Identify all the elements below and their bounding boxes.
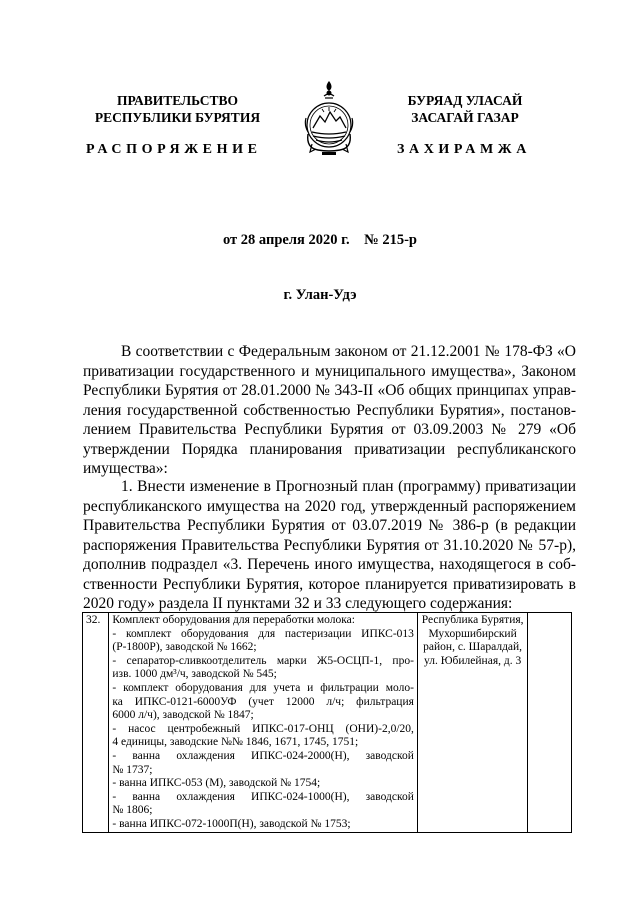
description-line: Комплект оборудования для переработки молока: [112, 614, 355, 626]
preamble-line: ления государственной собственностью Республики Бурятия», постанов- [83, 401, 576, 419]
preamble-paragraph [83, 342, 576, 479]
order-clause-paragraph [83, 477, 576, 614]
government-name-buryat-line2: ЗАСАГАЙ ГАЗАР [411, 110, 519, 125]
privatization-table [82, 612, 572, 833]
clause-line: 1. Внести изменение в Прогнозный план (программу) приватизации [121, 478, 576, 495]
description-line: 4 единицы, заводские №№ 1846, 1671, 1745, 1751; [112, 736, 359, 749]
address-line: Мухоршибирский [428, 627, 517, 640]
government-name-line1: ПРАВИТЕЛЬСТВО [116, 93, 238, 108]
table-row [83, 613, 572, 833]
preamble-line: В соответствии с Федеральным законом от 21.12.2001 № 178-ФЗ «О [121, 343, 576, 360]
address-line: район, с. Шаралдай, [423, 641, 523, 654]
description-line: - сепаратор-сливкоотделитель марки Ж5-ОСЦП-1, про- [112, 654, 414, 667]
government-name-buryat-line1: БУРЯАД УЛАСАЙ [407, 93, 523, 108]
description-line: № 1806; [112, 804, 153, 817]
description-line: - ванна охлаждения ИПКС-024-2000(Н), заводской [112, 749, 414, 762]
document-date-number: от 28 апреля 2020 г. № 215-р [223, 232, 417, 248]
coat-of-arms-icon [300, 78, 358, 160]
clause-line: ственности Республики Бурятия, которое планируется приватизировать в [83, 575, 576, 593]
document-city: г. Улан-Удэ [283, 287, 357, 303]
preamble-line: приватизации государственного и муниципального имущества», Законом [83, 362, 576, 380]
document-type-buryat: ЗАХИРАМЖА [397, 142, 531, 157]
clause-line: распоряжения Правительства Республики Бурятия от 31.10.2020 № 57-р), [83, 536, 576, 554]
description-line: № 1737; [112, 763, 153, 776]
preamble-line: Республики Бурятия от 28.01.2000 № 343-II «Об общих принципах управ- [83, 382, 576, 399]
equipment-description-cell [109, 613, 418, 833]
address-cell [417, 613, 527, 833]
government-name-buryat [370, 92, 560, 126]
row-number-cell: 32. [83, 613, 109, 833]
document-type-russian: РАСПОРЯЖЕНИЕ [86, 142, 262, 157]
description-line: ка ИПКС-0121-6000УФ (учет 12000 л/ч; фильтрация [112, 695, 414, 708]
preamble-line: лением Правительства Республики Бурятия от 03.09.2003 № 279 «Об [83, 421, 576, 438]
description-line: - комплект оборудования для пастеризации ИПКС-013 [112, 627, 414, 640]
description-line: - ванна ИПКС-053 (М), заводской № 1754; [112, 777, 321, 790]
empty-cell [528, 613, 572, 833]
description-line: 6000 л/ч), заводской № 1847; [112, 709, 254, 722]
description-line: изв. 1000 дм³/ч, заводской № 545; [112, 668, 277, 681]
description-line: - ванна охлаждения ИПКС-024-1000(Н), заводской [112, 790, 414, 803]
preamble-line: утверждении Порядка планирования приватизации республиканского [83, 440, 576, 458]
description-line: - комплект оборудования для учета и фильтрации моло- [112, 681, 414, 694]
description-line: (Р-1800Р), заводской № 1662; [112, 641, 257, 654]
clause-line: дополнив подраздел «3. Перечень иного имущества, находящегося в соб- [83, 556, 576, 573]
preamble-line: имущества»: [83, 460, 168, 477]
address-line: ул. Юбилейная, д. 3 [424, 654, 522, 667]
government-name-line2: РЕСПУБЛИКИ БУРЯТИЯ [94, 110, 261, 125]
clause-line: 2020 году» раздела II пунктами 32 и 33 следующего содержания: [83, 595, 513, 612]
government-name-russian [80, 92, 275, 126]
clause-line: республиканского имущества на 2020 год, утвержденный распоряжением [83, 497, 576, 515]
address-line: Республика Бурятия, [421, 614, 524, 626]
clause-line: Правительства Республики Бурятия от 03.07.2019 № 386-р (в редакции [83, 517, 576, 534]
description-line: - ванна ИПКС-072-1000П(Н), заводской № 1753; [112, 817, 351, 830]
description-line: - насос центробежный ИПКС-017-ОНЦ (ОНИ)-2,0/20, [112, 722, 414, 735]
